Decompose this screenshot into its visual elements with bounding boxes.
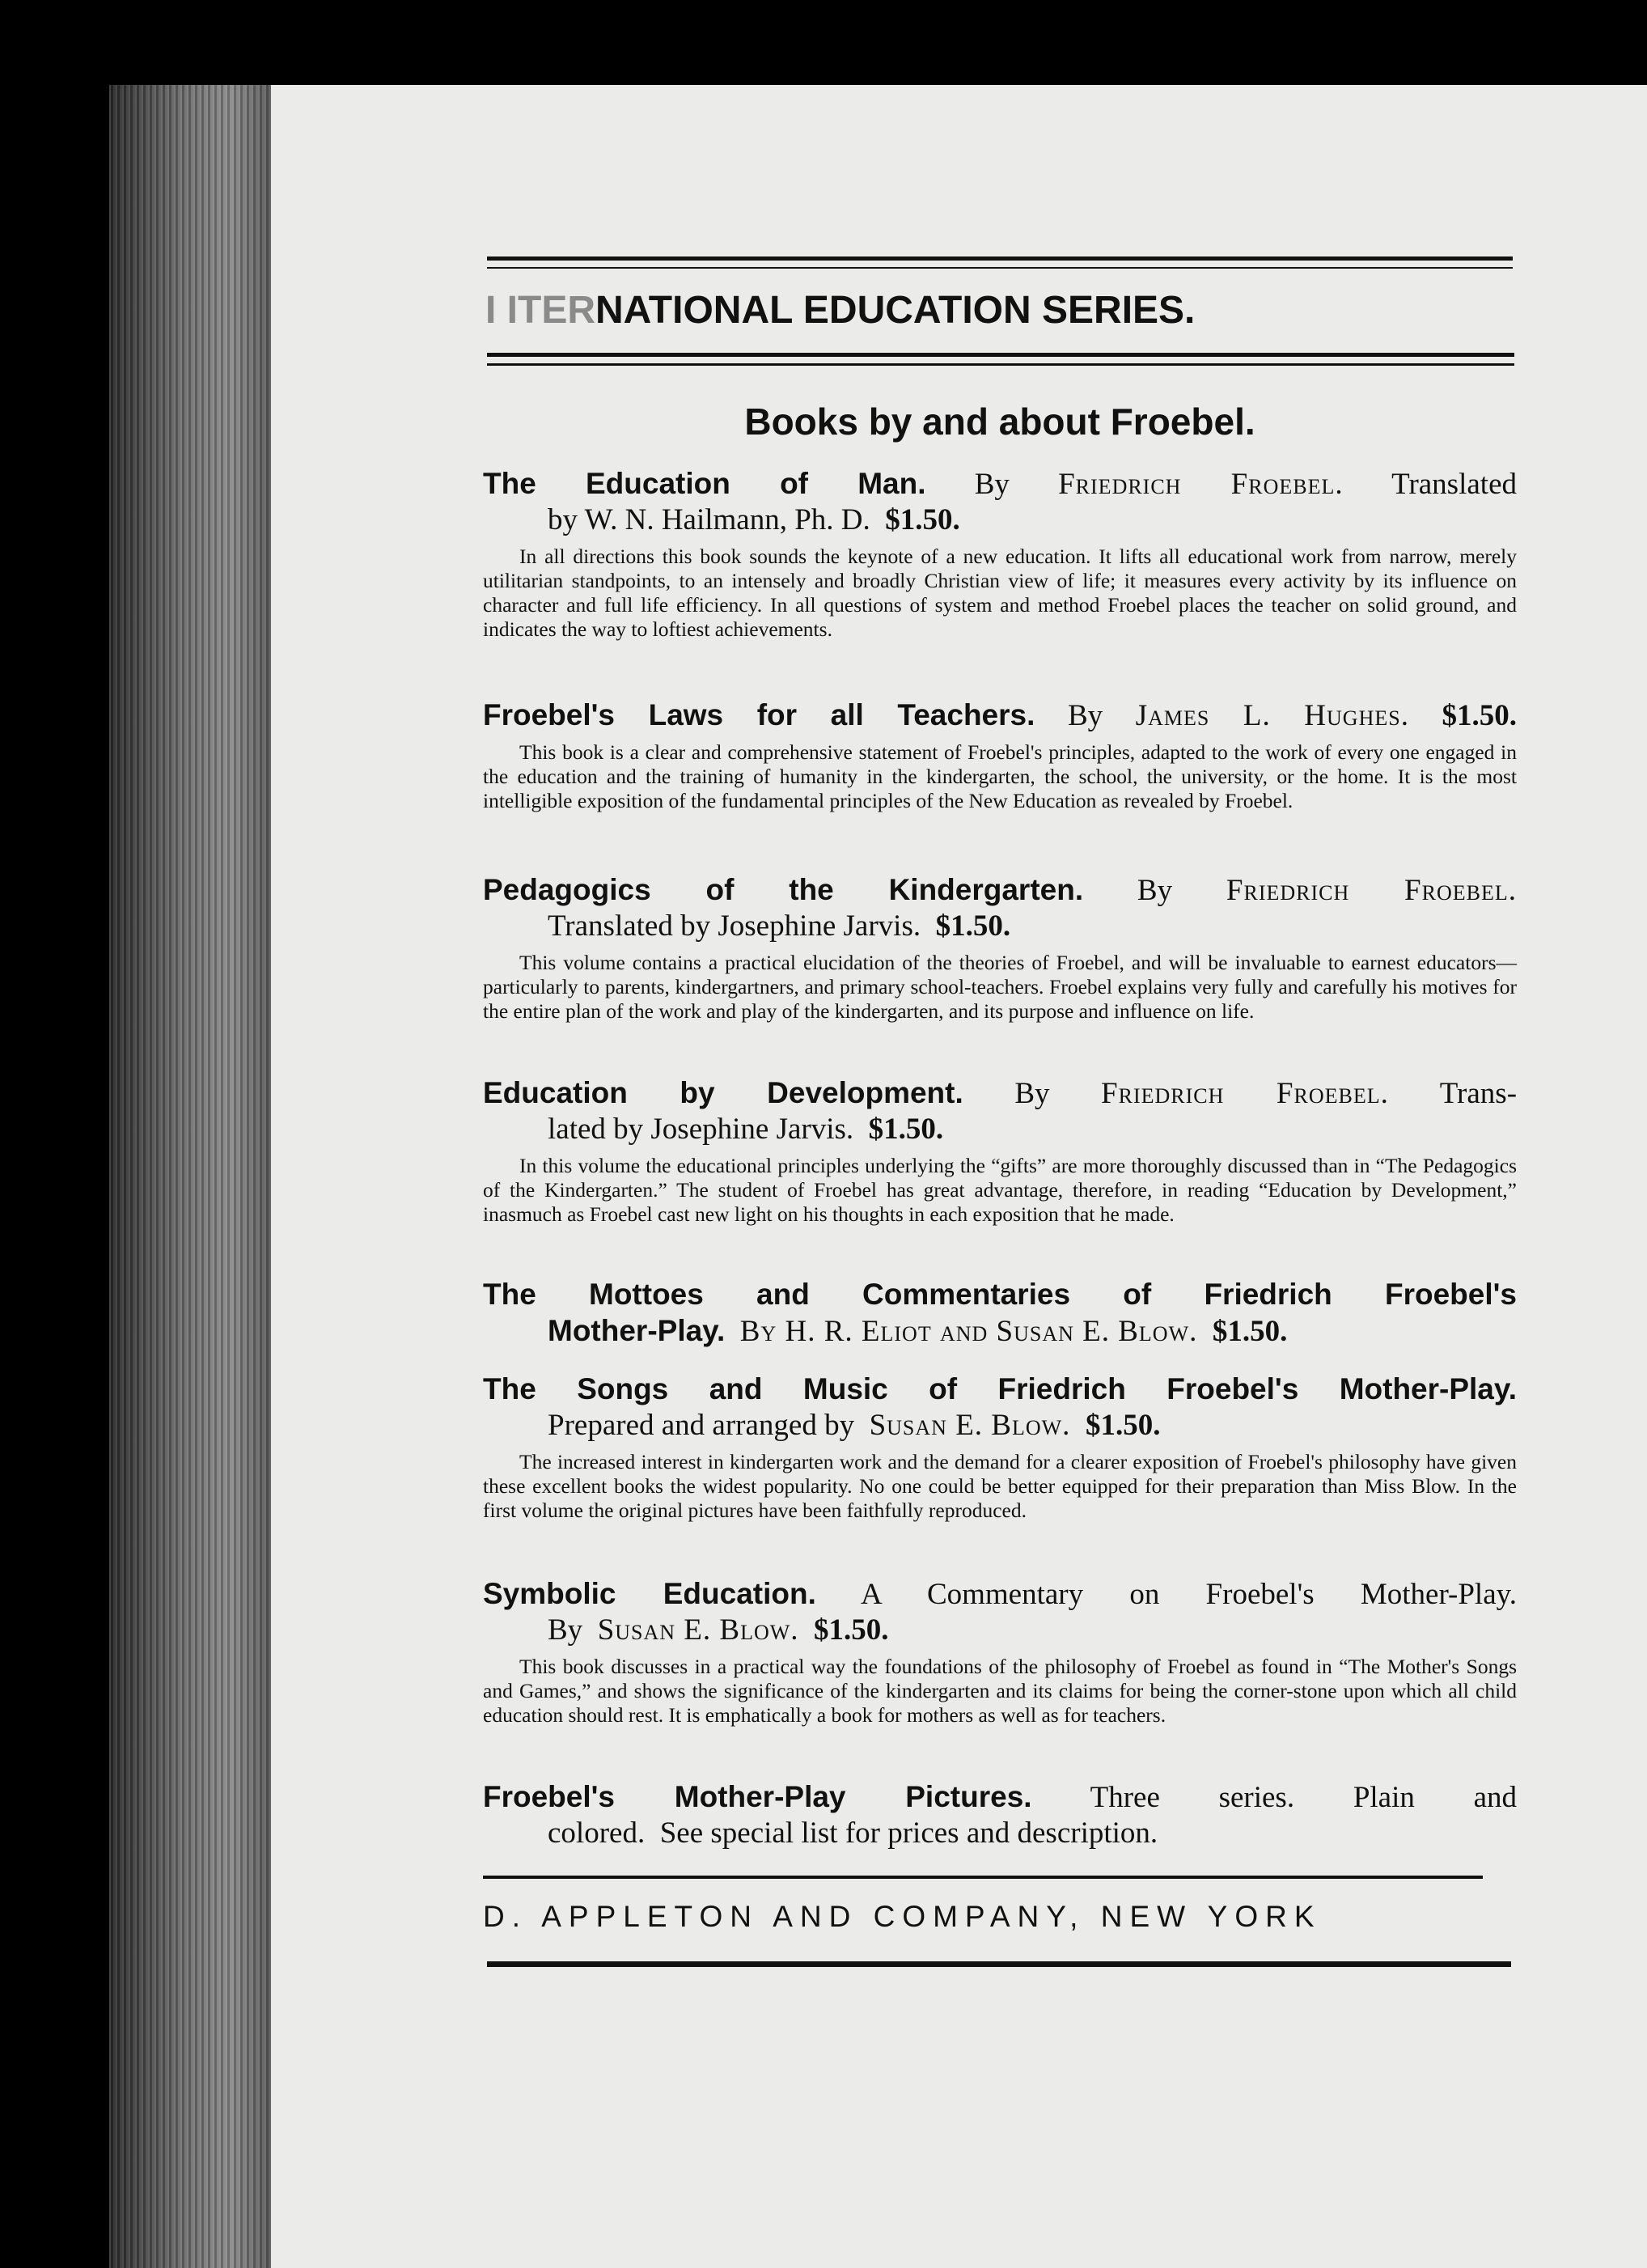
price: $1.50. — [1085, 1409, 1161, 1442]
author: Susan E. Blow. — [597, 1613, 799, 1647]
author: Friedrich Froebel. — [1058, 468, 1344, 501]
book-entry — [483, 1576, 1517, 1727]
book-title: The Songs and Music of Friedrich Froebel's Mother-Play. — [483, 1372, 1517, 1405]
book-description: In this volume the educational principles underlying the “gifts” are more thoroughly discussed than in “The Pedagogics of the Kindergarten.” The student of Froebel has great advantage, therefore, in reading “Education by Development,” inasmuch as Froebel cast new light on his thoughts in each exposition that he made. — [483, 1154, 1517, 1226]
book-description: This volume contains a practical elucidation of the theories of Froebel, and will be invaluable to earnest educators—particularly to parents, kindergartners, and primary school-teachers. Froebel explains very fully and carefully his motives for the entire plan of the work and play of the kindergarten, and its purpose and influence on life. — [483, 951, 1517, 1023]
entry-title-line: by W. N. Hailmann, Ph. D. $1.50. — [548, 503, 960, 536]
entry-title-line: The Education of Man. By Friedrich Froebel. Translated — [483, 467, 1517, 501]
book-entry — [483, 1371, 1517, 1523]
entry-title-line: colored. See special list for prices and description. — [548, 1817, 1158, 1850]
book-description: The increased interest in kindergarten work and the demand for a clearer exposition of Froebel's philosophy have given these excellent books the widest popularity. No one could be better equipped for their preparation than Miss Blow. In the first volume the original pictures have been faithfully reproduced. — [483, 1450, 1517, 1522]
price: $1.50. — [935, 909, 1011, 943]
book-title: The Education of Man. — [483, 467, 926, 500]
entry-title-line: Education by Development. By Friedrich Froebel. Trans- — [483, 1076, 1518, 1110]
author: Friedrich Froebel. — [1101, 1077, 1389, 1110]
entry-title-line — [483, 1277, 1517, 1313]
book-title: Symbolic Education. — [483, 1577, 816, 1610]
book-entry — [483, 1277, 1517, 1350]
title-rule-thick — [487, 353, 1514, 357]
book-entry — [483, 697, 1517, 813]
footer-top-rule — [483, 1876, 1483, 1879]
title-rule-thin — [487, 363, 1514, 366]
entry-title-line: Froebel's Laws for all Teachers. By James L. Hughes. $1.50. — [483, 698, 1518, 732]
entry-title-line: lated by Josephine Jarvis. $1.50. — [548, 1113, 944, 1146]
price: $1.50. — [885, 503, 960, 536]
entry-title-line: Mother-Play. By H. R. Eliot and Susan E. Blow. $1.50. — [548, 1314, 1288, 1348]
publisher-imprint: D. APPLETON AND COMPANY, NEW YORK — [483, 1900, 1322, 1933]
top-rule-thick — [487, 256, 1513, 261]
series-title — [485, 288, 1517, 333]
author: Susan E. Blow. — [869, 1409, 1071, 1442]
book-title: The Mottoes and Commentaries of Friedrich Froebel's — [483, 1278, 1517, 1311]
price: $1.50. — [1442, 699, 1518, 732]
book-description: This book discusses in a practical way the foundations of the philosophy of Froebel as found in “The Mother's Songs and Games,” and shows the significance of the kindergarten and its claims for being the corner-stone upon which all child education should rest. It is emphatically a book for mothers as well as for teachers. — [483, 1655, 1517, 1727]
price: $1.50. — [814, 1613, 889, 1647]
entry-title-line: Translated by Josephine Jarvis. $1.50. — [548, 909, 1011, 943]
list-heading: Books by and about Froebel. — [744, 401, 1255, 443]
series-title-faded: I ITER — [485, 289, 596, 332]
book-title: Froebel's Mother-Play Pictures. — [483, 1780, 1032, 1813]
book-entry — [483, 1075, 1517, 1227]
price: $1.50. — [868, 1113, 944, 1146]
book-spine — [109, 85, 271, 2268]
entry-title-line: By Susan E. Blow. $1.50. — [548, 1613, 889, 1647]
book-title: Froebel's Laws for all Teachers. — [483, 698, 1035, 731]
top-rule-thin — [487, 267, 1513, 269]
book-entry — [483, 1779, 1517, 1851]
entry-title-line: Prepared and arranged by Susan E. Blow. $1.50. — [548, 1409, 1161, 1442]
author: James L. Hughes. — [1135, 699, 1409, 732]
book-description: This book is a clear and comprehensive statement of Froebel's principles, adapted to the work of every one engaged in the education and the training of humanity in the kindergarten, the school, the university, or the home. It is the most intelligible exposition of the fundamental principles of the New Education as revealed by Froebel. — [483, 740, 1517, 812]
author: By H. R. Eliot and Susan E. Blow. — [739, 1315, 1198, 1348]
book-title: Pedagogics of the Kindergarten. — [483, 873, 1084, 906]
entry-title-line — [483, 1371, 1517, 1408]
footer-bottom-rule — [487, 1961, 1511, 1967]
book-title: Education by Development. — [483, 1076, 963, 1109]
entry-title-line: Symbolic Education. A Commentary on Froebel's Mother-Play. — [483, 1577, 1517, 1611]
price: $1.50. — [1212, 1315, 1288, 1348]
book-description: In all directions this book sounds the keynote of a new education. It lifts all educational work from narrow, merely utilitarian standpoints, to an intensely and broadly Christian view of life; it measures every activity by its influence on character and full life efficiency. In all questions of system and method Froebel places the teacher on solid ground, and indicates the way to loftiest achievements. — [483, 545, 1517, 641]
entry-title-line: Froebel's Mother-Play Pictures. Three series. Plain and — [483, 1780, 1518, 1814]
book-entry — [483, 872, 1517, 1024]
entry-title-line: Pedagogics of the Kindergarten. By Friedrich Froebel. — [483, 873, 1517, 907]
author: Friedrich Froebel. — [1226, 874, 1517, 907]
series-title-main: NATIONAL EDUCATION SERIES. — [595, 289, 1196, 332]
book-entry — [483, 466, 1517, 642]
